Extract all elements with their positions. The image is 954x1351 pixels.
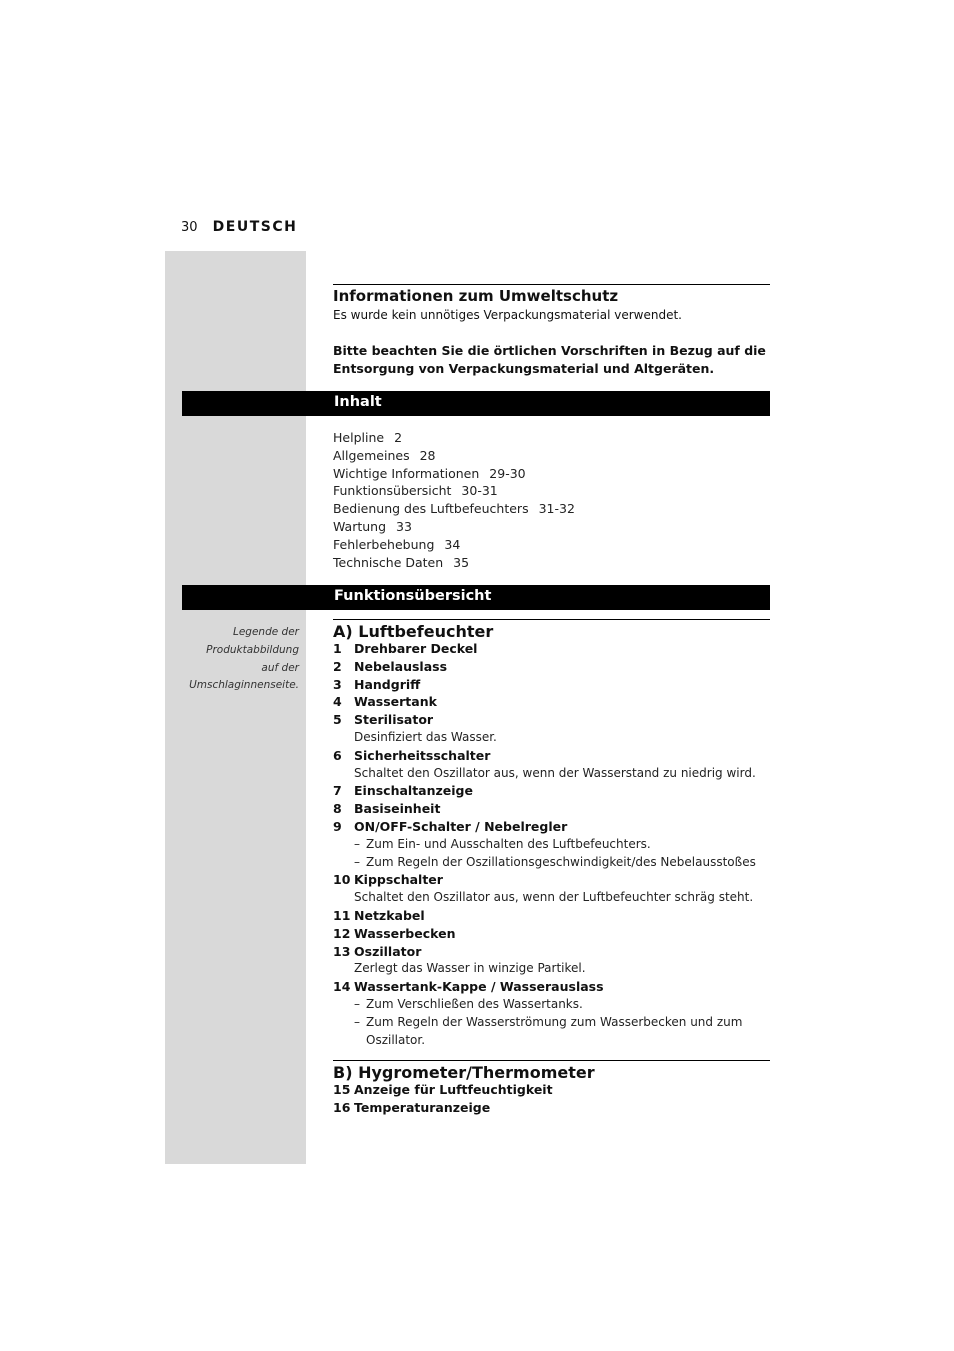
toc-item: Fehlerbehebung 34 [333,536,461,552]
list-item: 10 Kippschalter Schaltet den Oszillator aus, wenn der Luftbefeuchter schräg steht. [333,872,754,905]
contents-title: Inhalt [334,394,382,410]
overview-title: Funktionsübersicht [334,588,492,604]
list-item: 15 Anzeige für Luftfeuchtigkeit [333,1082,553,1097]
list-item: 7 Einschaltanzeige [333,783,473,799]
list-item: 14 Wassertank-Kappe / Wasserauslass – Zum Verschließen des Wassertanks. – Zum Regeln der Wasserströmung zum Wasserbecken und zum Oszillator. [333,979,743,1047]
list-item: 2 Nebelauslass [333,658,448,674]
toc-item: Technische Daten 35 [333,554,470,570]
contents-list [333,429,575,571]
section-b-list [333,1081,770,1117]
list-item: 6 Sicherheitsschalter Schaltet den Oszillator aus, wenn der Wasserstand zu niedrig wird. [333,747,756,780]
list-item: 8 Basiseinheit [333,801,441,817]
list-item: 4 Wassertank [333,694,437,710]
environment-notice: Bitte beachten Sie die örtlichen Vorschriften in Bezug auf die Entsorgung von Verpackungsmaterial und Altgeräten. [333,343,766,376]
toc-item: Wichtige Informationen 29-30 [333,465,526,481]
list-item: 13 Oszillator Zerlegt das Wasser in winzige Partikel. [333,943,586,976]
toc-item: Allgemeines 28 [333,447,436,463]
section-a-title: A) Luftbefeuchter [333,622,494,641]
section-rule [333,1060,770,1061]
environment-title: Informationen zum Umweltschutz [333,287,619,305]
section-a-list [333,640,770,1049]
environment-text: Es wurde kein unnötiges Verpackungsmaterial verwendet. [333,308,682,322]
list-item: 12 Wasserbecken [333,925,456,941]
language-label: DEUTSCH [212,219,298,235]
toc-item: Helpline 2 [333,430,403,445]
list-item: 3 Handgriff [333,676,421,692]
section-b-title: B) Hygrometer/Thermometer [333,1063,595,1082]
list-item: 1 Drehbarer Deckel [333,641,478,656]
toc-item: Funktionsübersicht 30-31 [333,483,498,499]
page-header [181,216,297,235]
section-rule [333,619,770,620]
page-number: 30 [181,220,198,235]
sidebar-column [165,251,306,1164]
list-item: 9 ON/OFF-Schalter / Nebelregler – Zum Ein- und Ausschalten des Luftbefeuchters. – Zum Regeln der Oszillationsgeschwindigkeit/des Nebelausstoßes [333,818,756,869]
toc-item: Bedienung des Luftbefeuchters 31-32 [333,501,575,517]
list-item: 11 Netzkabel [333,907,425,923]
overview-bar [182,585,770,610]
section-rule [333,284,770,285]
list-item: 16 Temperaturanzeige [333,1099,491,1115]
toc-item: Wartung 33 [333,518,412,534]
contents-bar [182,391,770,416]
list-item: 5 Sterilisator Desinfiziert das Wasser. [333,712,497,744]
side-note: Legende der Produktabbildung auf der Umschlaginnenseite. [189,626,299,692]
